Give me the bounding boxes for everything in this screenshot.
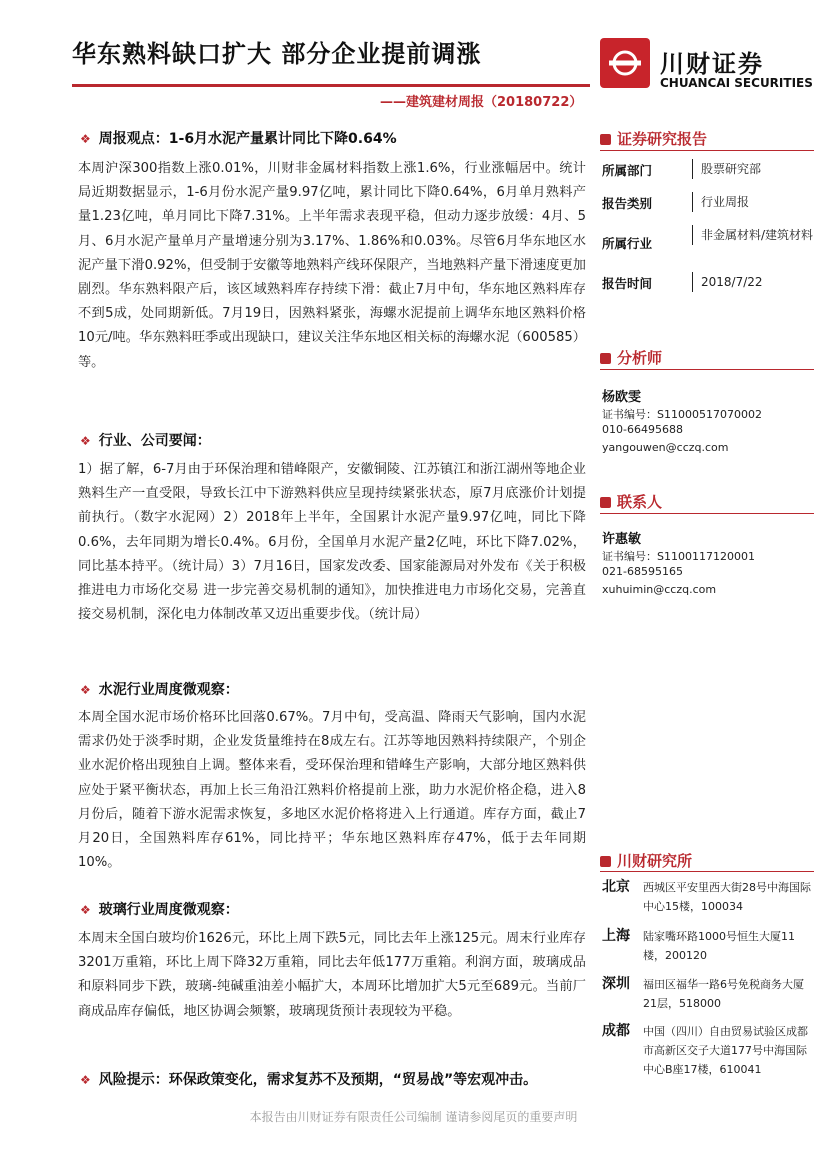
analyst-email[interactable]: yangouwen@cczq.com [602, 441, 729, 454]
sidebar-rule [600, 150, 814, 151]
square-bullet-icon [600, 134, 611, 145]
meta-label-date: 报告时间 [602, 276, 653, 291]
office-city-beijing: 北京 [602, 879, 630, 895]
diamond-bullet-icon: ❖ [80, 903, 91, 917]
meta-value-dept: 股票研究部 [692, 159, 826, 179]
office-address-chengdu: 中国（四川）自由贸易试验区成都市高新区交子大道177号中海国际中心B座17楼，610041 [643, 1025, 808, 1076]
meta-value-date: 2018/7/22 [692, 272, 826, 292]
report-subtitle: ——建筑建材周报（20180722） [380, 95, 583, 110]
square-bullet-icon [600, 353, 611, 364]
section-heading-glass: ❖ 玻璃行业周度微观察： [80, 902, 239, 918]
section-heading-cement: ❖ 水泥行业周度微观察： [80, 682, 239, 698]
section-body-news: 1）据了解，6-7月由于环保治理和错峰限产，安徽铜陵、江苏镇江和浙江湖州等地企业熟料生产一直受限，导致长江中下游熟料供应呈现持续紧张状态，原7月底涨价计划提前执行。（数字水泥网）2）2018年上半年，全国累计水泥产量9.97亿吨，同比下降0.6%，去年同期为增长0.4%。6月份，全国单月水泥产量2亿吨，环比下降7.02%，同比基本持平。（统计局）3）7月16日，国家发改委、国家能源局对外发布《关于积极推进电力市场化交易 进一步完善交易机制的通知》，加快推进电力市场化交易，完善直接交易机制，深化电力体制改革又迈出重要步伐。（统计局） [78, 462, 586, 623]
office-address-shanghai: 陆家嘴环路1000号恒生大厦11楼，200120 [643, 930, 795, 962]
contact-cert: 证书编号：S1100117120001 [602, 550, 755, 563]
sidebar-rule [600, 369, 814, 370]
office-city-shenzhen: 深圳 [602, 976, 630, 992]
company-name-cn: 川财证券 [660, 50, 764, 78]
meta-label-industry: 所属行业 [602, 236, 653, 251]
office-address-shenzhen: 福田区福华一路6号免税商务大厦21层，518000 [643, 978, 804, 1010]
section-heading-view: ❖ 周报观点：1-6月水泥产量累计同比下降0.64% [80, 131, 397, 147]
sidebar-heading-contact: 联系人 [600, 491, 662, 512]
sidebar-rule [600, 871, 814, 872]
company-logo-icon [600, 38, 650, 88]
diamond-bullet-icon: ❖ [80, 683, 91, 697]
analyst-cert: 证书编号：S1100051707000​2 [602, 408, 762, 421]
office-city-chengdu: 成都 [602, 1023, 630, 1039]
section-body-glass: 本周末全国白玻均价1626元，环比上周下跌5元，同比去年上涨125元。周末行业库存3201万重箱，环比上周下降32万重箱，同比去年低177万重箱。利润方面，玻璃成品和原料同步下跌，玻璃-纯碱重油差小幅扩大，本周环比增加扩大5元至689元。当前厂商成品库存偏低，地区协调会频繁，玻璃现货预计表现较为平稳。 [78, 931, 586, 1019]
office-address-beijing: 西城区平安里西大街28号中海国际中心15楼，100034 [643, 881, 811, 913]
sidebar-heading-analyst: 分析师 [600, 347, 662, 368]
contact-name: 许惠敏 [602, 532, 642, 547]
section-heading-news: ❖ 行业、公司要闻： [80, 433, 211, 449]
diamond-bullet-icon: ❖ [80, 132, 91, 146]
analyst-phone: 010-66495688 [602, 423, 683, 436]
meta-value-industry: 非金属材料/建筑材料 [692, 225, 826, 245]
square-bullet-icon [600, 497, 611, 508]
contact-phone: 021-68595165 [602, 565, 683, 578]
office-city-shanghai: 上海 [602, 928, 630, 944]
meta-value-type: 行业周报 [692, 192, 826, 212]
analyst-name: 杨欧雯 [602, 390, 642, 405]
sidebar-heading-institute: 川财研究所 [600, 850, 692, 871]
section-heading-risk: ❖ 风险提示：环保政策变化，需求复苏不及预期，“贸易战”等宏观冲击。 [80, 1072, 538, 1088]
section-body-cement: 本周全国水泥市场价格环比回落0.67%。7月中旬，受高温、降雨天气影响，国内水泥需求仍处于淡季时期，企业发货量维持在8成左右。江苏等地因熟料持续限产，个别企业水泥价格出现独自上调。整体来看，受环保治理和错峰生产影响，大部分地区熟料供应处于紧平衡状态，再加上长三角沿江熟料价格提前上涨，助力水泥价格企稳，进入8月份后，随着下游水泥需求恢复，多地区水泥价格将进入上行通道。库存方面，截止7月20日，全国熟料库存61%，同比持平；华东地区熟料库存47%，低于去年同期10%。 [78, 710, 586, 871]
sidebar-rule [600, 513, 814, 514]
page-footer: 本报告由川财证券有限责任公司编制 谨请参阅尾页的重要声明 [249, 1110, 578, 1124]
contact-email[interactable]: xuhuimin@cczq.com [602, 583, 717, 596]
company-name-en: CHUANCAI SECURITIES [660, 76, 813, 90]
sidebar-heading-report: 证券研究报告 [600, 128, 707, 149]
section-body-view: 本周沪深300指数上涨0.01%，川财非金属材料指数上涨1.6%，行业涨幅居中。统计局近期数据显示，1-6月份水泥产量9.97亿吨，累计同比下降0.64%，6月单月熟料产量1.23亿吨，单月同比下降7.31%。上半年需求表现平稳，但动力逐步放缓：4月、5月、6月水泥产量单月产量增速分别为3.17%、1.86%和0.03%。尽管6月华东地区水泥产量下滑0.92%，但受制于安徽等地熟料产线环保限产，当地熟料产量下滑速度更加剧烈。华东熟料限产后，该区域熟料库存持续下滑：截止7月中旬，华东地区熟料库存不到5成，处同期新低。7月19日，因熟料紧张，海螺水泥提前上调华东地区熟料价格10元/吨。华东熟料旺季或出现缺口，建议关注华东地区相关标的海螺水泥（600585）等。 [78, 161, 586, 370]
square-bullet-icon [600, 856, 611, 867]
title-rule [72, 84, 590, 87]
diamond-bullet-icon: ❖ [80, 434, 91, 448]
meta-label-type: 报告类别 [602, 196, 653, 211]
report-title: 华东熟料缺口扩大 部分企业提前调涨 [72, 40, 482, 68]
diamond-bullet-icon: ❖ [80, 1073, 91, 1087]
meta-label-dept: 所属部门 [602, 163, 653, 178]
